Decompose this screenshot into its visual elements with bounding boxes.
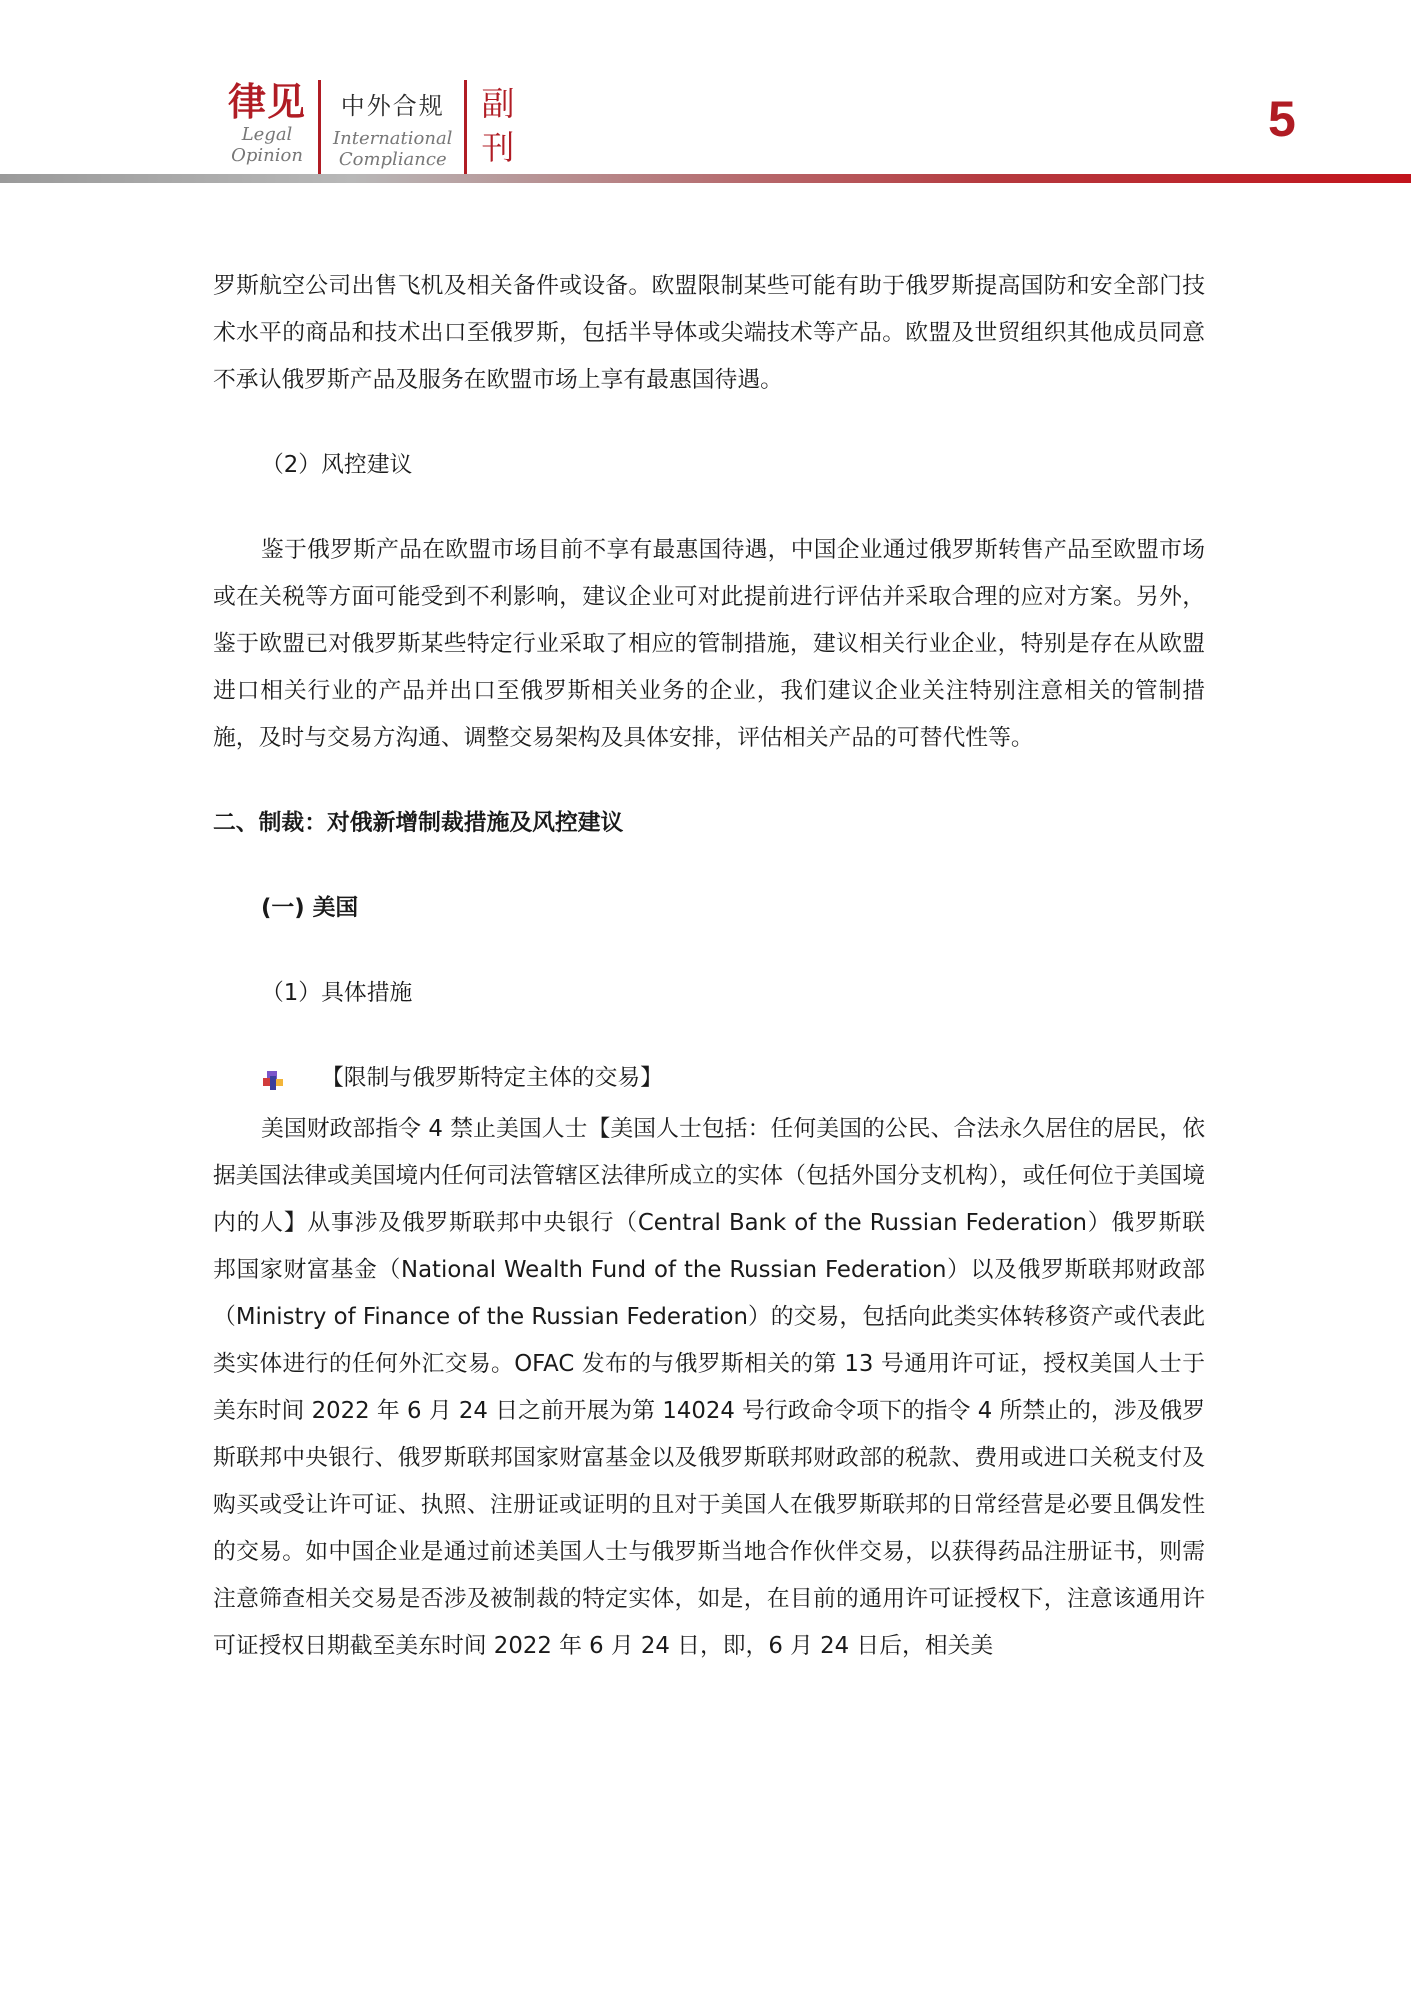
bullet-icon xyxy=(263,1068,285,1090)
subsection-usa: (一) 美国 xyxy=(261,895,359,921)
page-number: 5 xyxy=(1268,91,1296,147)
header-rule xyxy=(0,174,1411,183)
logo-lv-en2: Opinion xyxy=(231,145,303,166)
logo-intl-en2: Compliance xyxy=(338,149,447,170)
publication-logo xyxy=(228,80,514,175)
paragraph-3: 美国财政部指令 4 禁止美国人士【美国人士包括：任何美国的公民、合法永久居住的居民，依据美国法律或美国境内任何司法管辖区法律所成立的实体（包括外国分支机构），或任何位于美国境内的人】从事涉及俄罗斯联邦中央银行（Central Bank of the Russian Federation）俄罗斯联邦国家财富基金（National Wealth Fund of the Russian Federation）以及俄罗斯联邦财政部（Ministry of Finance of the Russian Federation）的交易，包括向此类实体转移资产或代表此类实体进行的任何外汇交易。OFAC 发布的与俄罗斯相关的第 13 号通用许可证，授权美国人士于美东时间 2022 年 6 月 24 日之前开展为第 14024 号行政命令项下的指令 4 所禁止的，涉及俄罗斯联邦中央银行、俄罗斯联邦国家财富基金以及俄罗斯联邦财政部的税款、费用或进口关税支付及购买或受让许可证、执照、注册证或证明的且对于美国人在俄罗斯联邦的日常经营是必要且偶发性的交易。如中国企业是通过前述美国人士与俄罗斯当地合作伙伴交易，以获得药品注册证书，则需注意筛查相关交易是否涉及被制裁的特定实体，如是，在目前的通用许可证授权下，注意该通用许可证授权日期截至美东时间 2022 年 6 月 24 日，即，6 月 24 日后，相关美 xyxy=(213,1116,1205,1659)
subheading-measures: （1）具体措施 xyxy=(261,980,413,1006)
logo-divider xyxy=(318,80,321,178)
logo-legal-opinion xyxy=(228,80,306,166)
logo-fu-text: 副 xyxy=(481,84,515,123)
document-body xyxy=(213,263,1205,1670)
section-heading-sanctions: 二、制裁：对俄新增制裁措施及风控建议 xyxy=(213,810,624,836)
logo-lv-text: 律见 xyxy=(228,79,307,124)
bullet-text: 【限制与俄罗斯特定主体的交易】 xyxy=(321,1065,663,1091)
paragraph-2: 鉴于俄罗斯产品在欧盟市场目前不享有最惠国待遇，中国企业通过俄罗斯转售产品至欧盟市场或在关税等方面可能受到不利影响，建议企业可对此提前进行评估并采取合理的应对方案。另外，鉴于欧盟已对俄罗斯某些特定行业采取了相应的管制措施，建议相关行业企业，特别是存在从欧盟进口相关行业的产品并出口至俄罗斯相关业务的企业，我们建议企业关注特别注意相关的管制措施，及时与交易方沟通、调整交易架构及具体安排，评估相关产品的可替代性等。 xyxy=(213,537,1205,751)
logo-supplement xyxy=(481,80,514,170)
logo-intl-text: 中外合规 xyxy=(340,92,445,120)
paragraph-1: 罗斯航空公司出售飞机及相关备件或设备。欧盟限制某些可能有助于俄罗斯提高国防和安全部门技术水平的商品和技术出口至俄罗斯，包括半导体或尖端技术等产品。欧盟及世贸组织其他成员同意不承认俄罗斯产品及服务在欧盟市场上享有最惠国待遇。 xyxy=(213,273,1205,393)
logo-lv-en1: Legal xyxy=(241,124,293,145)
subheading-risk-advice: （2）风控建议 xyxy=(261,452,413,478)
logo-intl-en1: International xyxy=(333,128,453,149)
logo-divider xyxy=(464,80,467,178)
logo-international-compliance xyxy=(333,80,452,170)
logo-kan-text: 刊 xyxy=(481,128,515,167)
page-header xyxy=(0,0,1411,190)
bullet-item xyxy=(213,1055,1205,1102)
